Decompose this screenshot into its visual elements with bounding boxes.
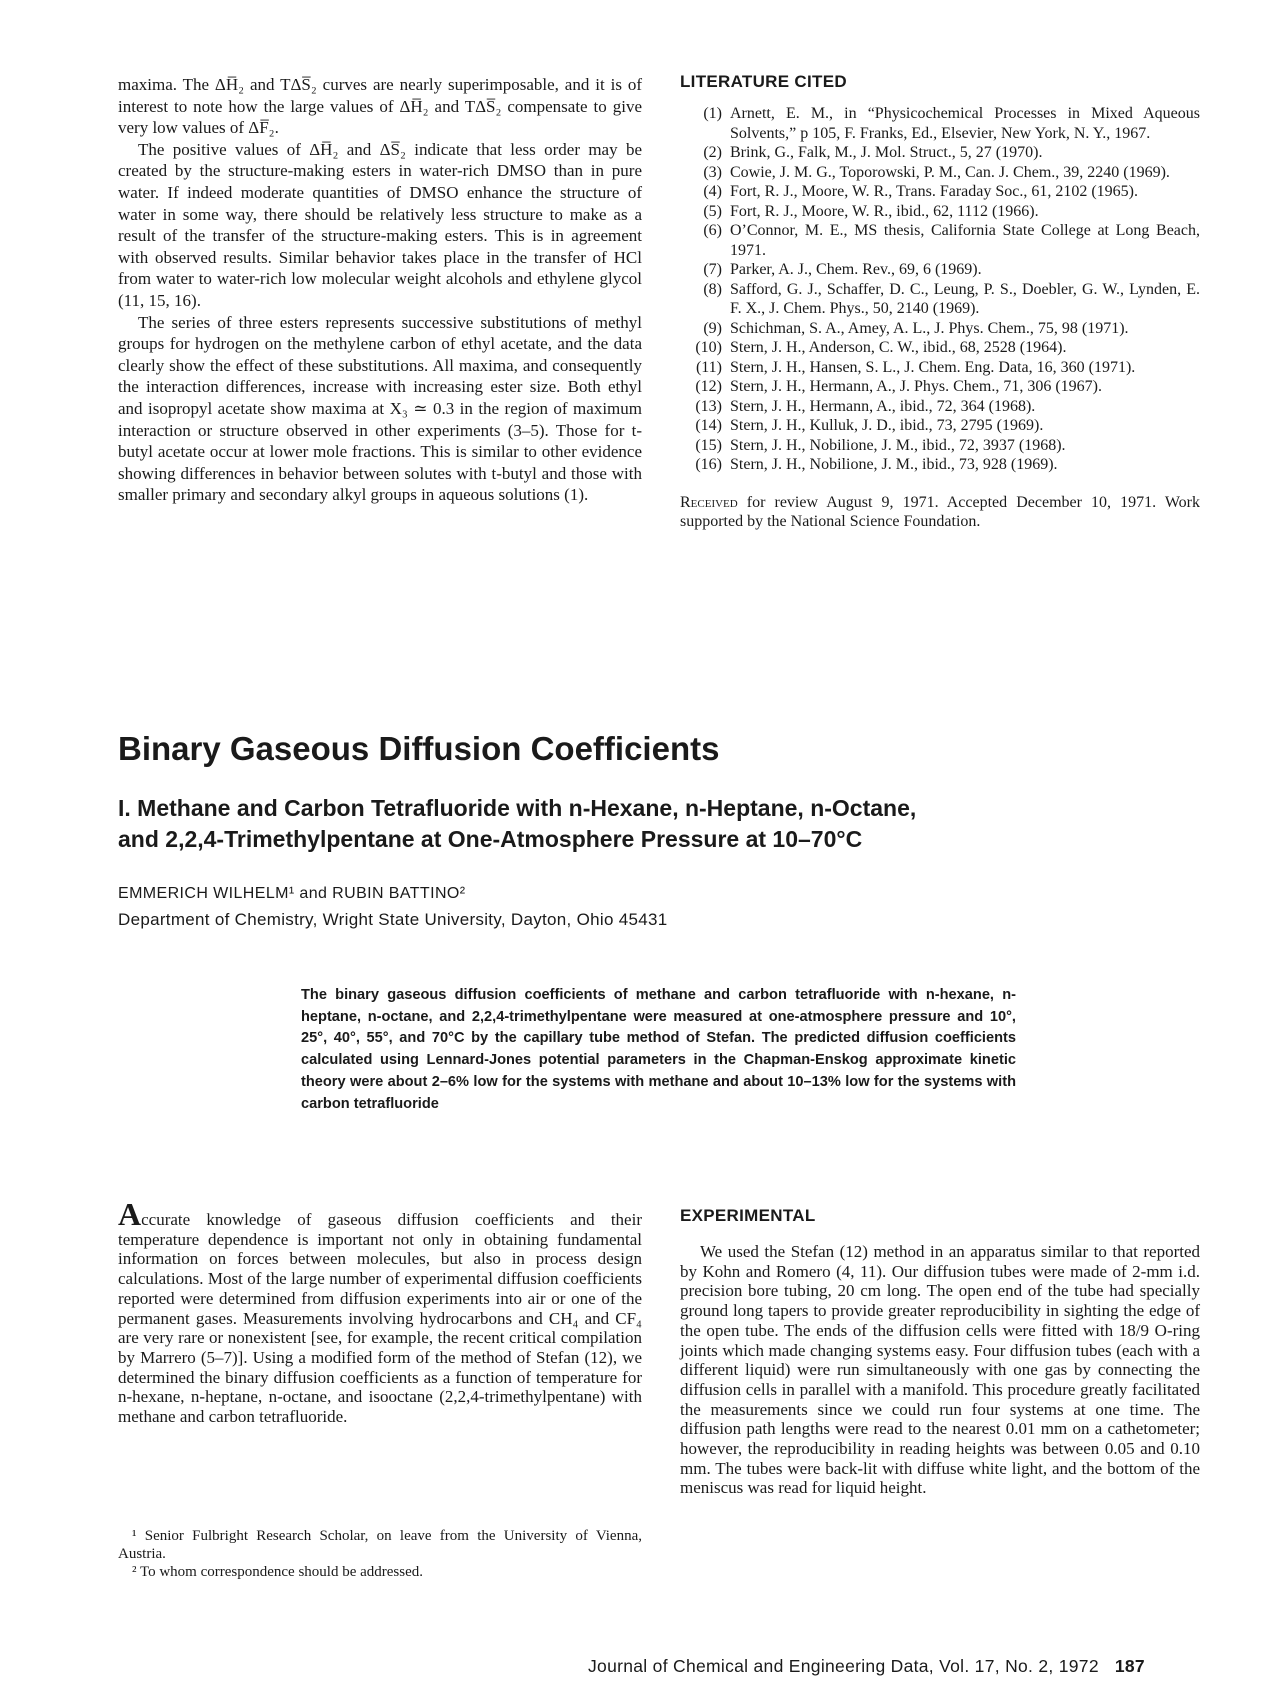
reference-item	[680, 319, 1200, 339]
reference-item	[680, 338, 1200, 358]
paragraph: maxima. The ΔH̅₂ and TΔS̅₂ curves are nearly superimposable, and it is of interest to note how the large values of ΔH̅₂ and TΔS̅₂ compensate to give very low values of ΔF̅₂.	[118, 75, 642, 138]
reference-number: (9)	[703, 319, 722, 337]
reference-item	[680, 163, 1200, 183]
reference-item	[680, 280, 1200, 319]
journal-footer	[588, 1656, 1145, 1677]
page-number: 187	[1114, 1656, 1145, 1676]
reference-number: (6)	[703, 222, 722, 239]
reference-item	[680, 143, 1200, 163]
reference-text: Schichman, S. A., Amey, A. L., J. Phys. Chem., 75, 98 (1971).	[730, 319, 1129, 337]
reference-item	[680, 416, 1200, 436]
reference-text: Stern, J. H., Kulluk, J. D., ibid., 73, 2795 (1969).	[730, 417, 1044, 434]
reference-text: Stern, J. H., Hermann, A., J. Phys. Chem., 71, 306 (1967).	[730, 378, 1102, 395]
reference-text: Cowie, J. M. G., Toporowski, P. M., Can. J. Chem., 39, 2240 (1969).	[730, 163, 1170, 181]
reference-item	[680, 377, 1200, 397]
footnotes	[118, 1527, 642, 1581]
reference-number: (5)	[703, 202, 722, 220]
reference-text: Stern, J. H., Hansen, S. L., J. Chem. Eng. Data, 16, 360 (1971).	[730, 358, 1136, 376]
section-heading: EXPERIMENTAL	[680, 1206, 816, 1225]
reference-number: (12)	[695, 378, 722, 395]
experimental-section	[680, 1206, 1200, 1498]
reference-text: Stern, J. H., Nobilione, J. M., ibid., 72, 3937 (1968).	[730, 436, 1066, 454]
affiliation: Department of Chemistry, Wright State University, Dayton, Ohio 45431	[118, 910, 668, 929]
reference-text: Stern, J. H., Anderson, C. W., ibid., 68, 2528 (1964).	[730, 339, 1067, 356]
reference-number: (11)	[695, 358, 722, 376]
reference-text: Parker, A. J., Chem. Rev., 69, 6 (1969).	[730, 261, 982, 278]
reference-text: O’Connor, M. E., MS thesis, California State College at Long Beach, 1971.	[730, 222, 1200, 259]
previous-article-text	[118, 74, 642, 506]
abstract: The binary gaseous diffusion coefficients of methane and carbon tetrafluoride with n-hexane, n-heptane, n-octane, and 2,2,4-trimethylpentane were measured at one-atmosphere pressure and 10°, 25°, 40°, 55°, and 70°C by the capillary tube method of Stefan. The predicted diffusion coefficients calculated using Lennard-Jones potential parameters in the Chapman-Enskog approximate kinetic theory were about 2–6% low for the systems with methane and about 10–13% low for the systems with carbon tetrafluoride	[301, 987, 1016, 1112]
reference-text: Fort, R. J., Moore, W. R., Trans. Faraday Soc., 61, 2102 (1965).	[730, 183, 1139, 200]
reference-text: Stern, J. H., Hermann, A., ibid., 72, 364 (1968).	[730, 397, 1036, 415]
reference-item	[680, 455, 1200, 475]
reference-item	[680, 221, 1200, 260]
authors: EMMERICH WILHELM¹ and RUBIN BATTINO²	[118, 885, 466, 902]
reference-number: (10)	[695, 339, 722, 356]
reference-item	[680, 397, 1200, 417]
paragraph: The series of three esters represents successive substitutions of methyl groups for hydrogen on the methylene carbon of ethyl acetate, and the data clearly show the effect of these substitutions. All maxima, and consequently the interaction differences, increase with increasing ester size. Both ethyl and isopropyl acetate show maxima at X₃ ≃ 0.3 in the region of maximum interaction or structure observed in other experiments (3–5). Those for t-butyl acetate occur at lower mole fractions. This is similar to other evidence showing differences in behavior between solutes with t-butyl and those with smaller primary and secondary alkyl groups in aqueous solutions (1).	[118, 312, 642, 505]
footnote: ² To whom correspondence should be addressed.	[132, 1564, 424, 1580]
article-subtitle	[118, 793, 1198, 855]
reference-text: Brink, G., Falk, M., J. Mol. Struct., 5, 27 (1970).	[730, 144, 1043, 161]
reference-number: (4)	[703, 183, 722, 200]
section-heading: LITERATURE CITED	[680, 72, 847, 91]
reference-item	[680, 436, 1200, 456]
reference-item	[680, 358, 1200, 378]
received-note	[680, 493, 1200, 532]
reference-item	[680, 104, 1200, 143]
footnote: ¹ Senior Fulbright Research Scholar, on leave from the University of Vienna, Austria.	[118, 1528, 642, 1562]
reference-text: Stern, J. H., Nobilione, J. M., ibid., 73, 928 (1969).	[730, 456, 1058, 473]
reference-number: (2)	[703, 144, 722, 161]
reference-number: (1)	[703, 105, 722, 122]
subtitle-line: and 2,2,4-Trimethylpentane at One-Atmosphere Pressure at 10–70°C	[118, 826, 863, 852]
reference-number: (13)	[695, 397, 722, 415]
received-text: for review August 9, 1971. Accepted December 10, 1971. Work supported by the National Science Foundation.	[680, 493, 1200, 530]
reference-number: (8)	[703, 280, 722, 298]
subtitle-line: I. Methane and Carbon Tetrafluoride with n-Hexane, n-Heptane, n-Octane,	[118, 795, 917, 821]
reference-number: (15)	[695, 436, 722, 454]
introduction-body: ccurate knowledge of gaseous diffusion coefficients and their temperature dependence is important not only in obtaining fundamental information on forces between molecules, but also in process design calculations. Most of the large number of experimental diffusion coefficients reported were determined from diffusion experiments into air or one of the permanent gases. Measurements involving hydrocarbons and CH₄ and CF₄ are very rare or nonexistent [see, for example, the recent critical compilation by Marrero (5–7)]. Using a modified form of the method of Stefan (12), we determined the binary diffusion coefficients as a function of temperature for n-hexane, n-heptane, n-octane, and isooctane (2,2,4-trimethylpentane) with methane and carbon tetrafluoride.	[118, 1210, 642, 1427]
introduction-text	[118, 1196, 642, 1427]
article-title: Binary Gaseous Diffusion Coefficients	[118, 730, 720, 767]
reference-number: (14)	[695, 417, 722, 434]
paragraph: The positive values of ΔH̅₂ and ΔS̅₂ indicate that less order may be created by the structure-making esters in water-rich DMSO than in pure water. If indeed moderate quantities of DMSO enhance the structure of water in some way, there should be relatively less structure to make as a result of the transfer of the structure-making esters. This is in agreement with observed results. Similar behavior takes place in the transfer of HCl from water to water-rich low molecular weight alcohols and ethylene glycol (11, 15, 16).	[118, 139, 642, 310]
reference-number: (7)	[703, 261, 722, 278]
literature-cited	[680, 72, 1200, 532]
journal-citation: Journal of Chemical and Engineering Data, Vol. 17, No. 2, 1972	[588, 1656, 1099, 1676]
reference-text: Arnett, E. M., in “Physicochemical Processes in Mixed Aqueous Solvents,” p 105, F. Franks, Ed., Elsevier, New York, N. Y., 1967.	[730, 105, 1200, 142]
reference-text: Safford, G. J., Schaffer, D. C., Leung, P. S., Doebler, G. W., Lynden, E. F. X., J. Chem. Phys., 50, 2140 (1969).	[730, 280, 1200, 317]
received-label: Received	[680, 493, 738, 511]
reference-list	[680, 104, 1200, 475]
reference-item	[680, 202, 1200, 222]
reference-item	[680, 260, 1200, 280]
reference-number: (16)	[695, 456, 722, 473]
reference-text: Fort, R. J., Moore, W. R., ibid., 62, 1112 (1966).	[730, 202, 1039, 220]
reference-item	[680, 182, 1200, 202]
reference-number: (3)	[703, 163, 722, 181]
drop-cap: A	[118, 1196, 142, 1232]
experimental-body: We used the Stefan (12) method in an apparatus similar to that reported by Kohn and Romero (4, 11). Our diffusion tubes were made of 2-mm i.d. precision bore tubing, 20 cm long. The open end of the tube had specially ground long tapers to provide greater reproducibility in sighting the edge of the open tube. The ends of the diffusion cells were fitted with 18/9 O-ring joints which made changing systems easy. Four diffusion tubes (each with a different liquid) were run simultaneously with one gas by connecting the diffusion cells in parallel with a manifold. This procedure greatly facilitated the measurements since we could run four systems at one time. The diffusion path lengths were read to the nearest 0.01 mm on a cathetometer; however, the reproducibility in reading heights was between 0.05 and 0.10 mm. The tubes were back-lit with diffuse white light, and the bottom of the meniscus was read for liquid height.	[680, 1242, 1200, 1498]
